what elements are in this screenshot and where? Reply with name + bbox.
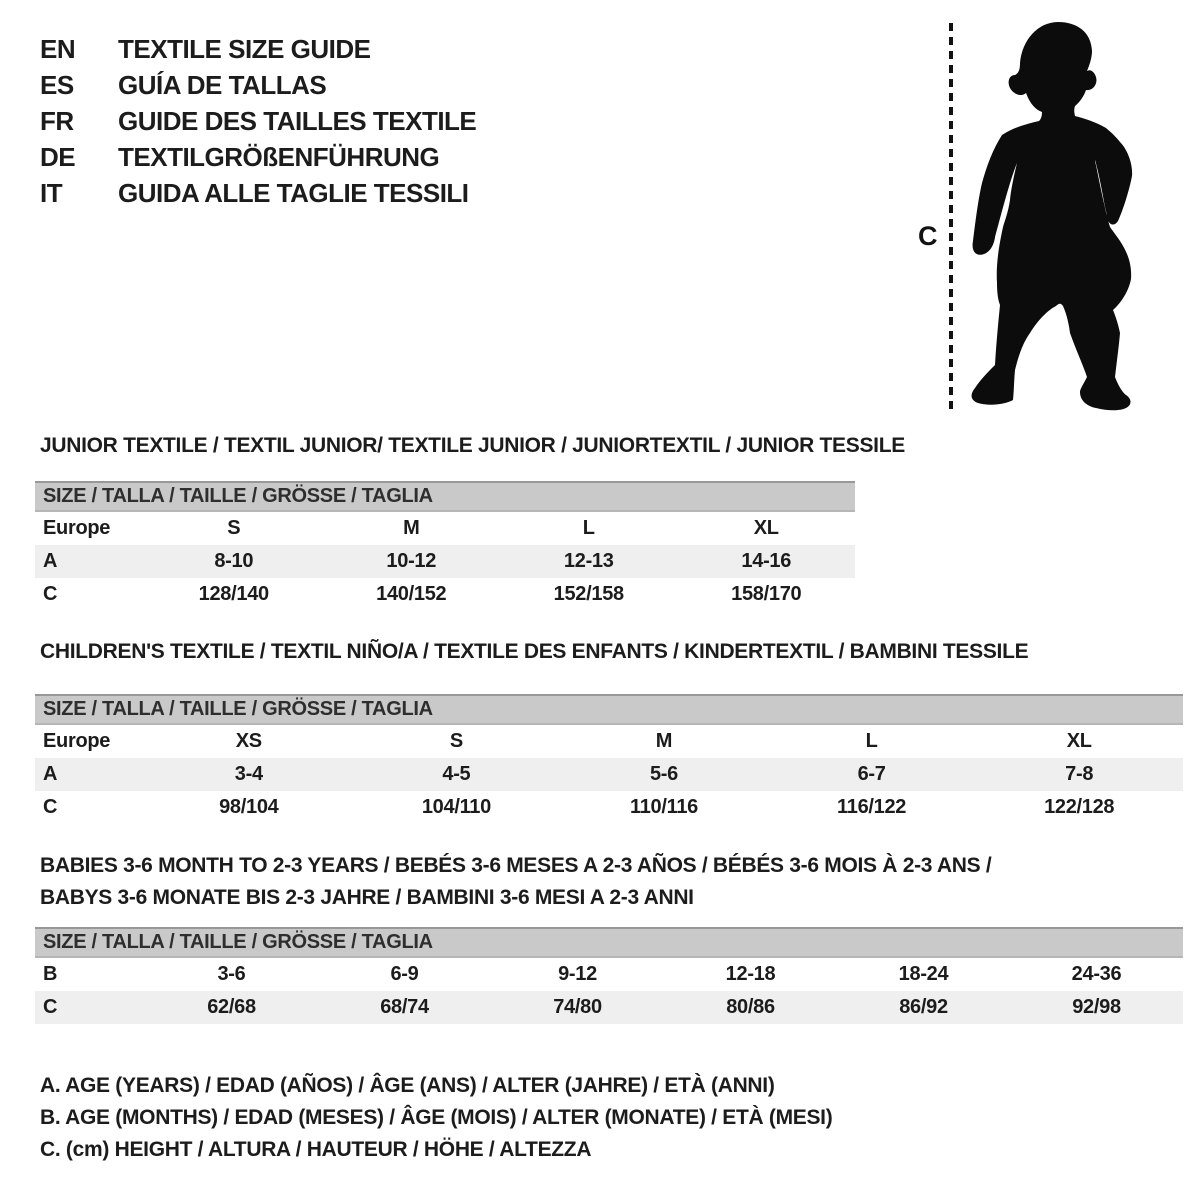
table-cell: 5-6 <box>649 763 678 785</box>
table-cell: L <box>582 517 595 539</box>
language-code: DE <box>40 141 76 172</box>
guide-title: TEXTILGRÖßENFÜHRUNG <box>118 141 440 172</box>
guide-title: GUIDE DES TAILLES TEXTILE <box>118 105 477 136</box>
table-cell: 68/74 <box>380 996 429 1018</box>
language-list <box>40 31 476 211</box>
language-code: ES <box>40 69 74 100</box>
row-label: C <box>43 583 58 605</box>
table-cell: S <box>449 730 463 752</box>
table-row <box>35 545 855 578</box>
table-cell: 14-16 <box>741 550 792 572</box>
size-header-bar: SIZE / TALLA / TAILLE / GRÖSSE / TAGLIA <box>35 927 1183 958</box>
babies-size-table <box>35 927 1183 1024</box>
table-cell: 12-18 <box>725 963 776 985</box>
language-row <box>40 139 476 175</box>
babies-table-rows <box>35 958 1183 1024</box>
toddler-silhouette <box>972 22 1133 410</box>
table-row <box>35 958 1183 991</box>
size-header-bar: SIZE / TALLA / TAILLE / GRÖSSE / TAGLIA <box>35 694 1183 725</box>
row-label: B <box>43 963 58 985</box>
table-cell: XL <box>753 517 779 539</box>
table-cell: 12-13 <box>563 550 614 572</box>
table-cell: 9-12 <box>558 963 597 985</box>
table-cell: 18-24 <box>898 963 949 985</box>
babies-heading-line1: BABIES 3-6 MONTH TO 2-3 YEARS / BEBÉS 3-6 MESES A 2-3 AÑOS / BÉBÉS 3-6 MOIS À 2-3 ANS / <box>40 854 992 877</box>
table-cell: 122/128 <box>1044 796 1115 818</box>
table-cell: 86/92 <box>899 996 948 1018</box>
row-cells <box>145 517 855 540</box>
table-cell: 80/86 <box>726 996 775 1018</box>
table-row <box>35 758 1183 791</box>
junior-table-rows <box>35 512 855 611</box>
table-cell: 74/80 <box>553 996 602 1018</box>
legend-line: A. AGE (YEARS) / EDAD (AÑOS) / ÂGE (ANS) / ALTER (JAHRE) / ETÀ (ANNI) <box>40 1074 775 1097</box>
table-cell: 3-4 <box>234 763 263 785</box>
table-cell: 24-36 <box>1071 963 1122 985</box>
table-cell: L <box>865 730 878 752</box>
legend-line: B. AGE (MONTHS) / EDAD (MESES) / ÂGE (MOIS) / ALTER (MONATE) / ETÀ (MESI) <box>40 1106 833 1129</box>
legend-line: C. (cm) HEIGHT / ALTURA / HAUTEUR / HÖHE / ALTEZZA <box>40 1138 592 1161</box>
table-cell: 92/98 <box>1072 996 1121 1018</box>
table-cell: 7-8 <box>1065 763 1094 785</box>
table-cell: 110/116 <box>629 796 698 818</box>
row-cells <box>145 796 1183 819</box>
junior-section-heading: JUNIOR TEXTILE / TEXTIL JUNIOR/ TEXTILE JUNIOR / JUNIORTEXTIL / JUNIOR TESSILE <box>40 434 905 457</box>
row-label: C <box>43 996 58 1018</box>
row-cells <box>145 583 855 606</box>
table-cell: 6-9 <box>390 963 419 985</box>
table-cell: S <box>227 517 241 539</box>
table-cell: 152/158 <box>553 583 624 605</box>
table-cell: 3-6 <box>217 963 246 985</box>
children-table-rows <box>35 725 1183 824</box>
row-cells <box>145 996 1183 1019</box>
row-label: Europe <box>43 517 111 539</box>
table-cell: 158/170 <box>731 583 802 605</box>
language-row <box>40 31 476 67</box>
size-header-bar: SIZE / TALLA / TAILLE / GRÖSSE / TAGLIA <box>35 481 855 512</box>
table-cell: 98/104 <box>219 796 279 818</box>
table-cell: XL <box>1066 730 1092 752</box>
table-cell: XS <box>235 730 262 752</box>
row-cells <box>145 763 1183 786</box>
table-cell: 10-12 <box>386 550 437 572</box>
guide-title: GUIDA ALLE TAGLIE TESSILI <box>118 177 469 208</box>
table-row <box>35 991 1183 1024</box>
language-code: IT <box>40 177 63 208</box>
table-row <box>35 791 1183 824</box>
junior-size-table <box>35 481 855 611</box>
table-cell: 6-7 <box>857 763 886 785</box>
table-row <box>35 512 855 545</box>
table-cell: 104/110 <box>421 796 491 818</box>
language-row <box>40 67 476 103</box>
language-row <box>40 103 476 139</box>
language-code: EN <box>40 33 76 64</box>
height-label: C <box>918 221 938 251</box>
row-cells <box>145 963 1183 986</box>
guide-title: GUÍA DE TALLAS <box>118 69 327 100</box>
table-cell: 116/122 <box>837 796 907 818</box>
row-cells <box>145 730 1183 753</box>
table-row <box>35 725 1183 758</box>
height-measure-figure <box>900 15 1145 417</box>
toddler-silhouette-group <box>972 22 1133 410</box>
row-label: C <box>43 796 58 818</box>
table-cell: M <box>655 730 673 752</box>
children-size-table <box>35 694 1183 824</box>
table-cell: 8-10 <box>214 550 254 572</box>
table-cell: M <box>403 517 420 539</box>
babies-section-heading <box>40 850 991 914</box>
measurement-legend <box>40 1074 832 1170</box>
table-cell: 62/68 <box>207 996 256 1018</box>
language-row <box>40 175 476 211</box>
table-cell: 128/140 <box>198 583 269 605</box>
language-code: FR <box>40 105 74 136</box>
table-row <box>35 578 855 611</box>
row-label: A <box>43 763 58 785</box>
row-label: Europe <box>43 730 111 752</box>
babies-heading-line2: BABYS 3-6 MONATE BIS 2-3 JAHRE / BAMBINI 3-6 MESI A 2-3 ANNI <box>40 886 694 909</box>
guide-title: TEXTILE SIZE GUIDE <box>118 33 371 64</box>
row-cells <box>145 550 855 573</box>
table-cell: 140/152 <box>376 583 447 605</box>
children-section-heading: CHILDREN'S TEXTILE / TEXTIL NIÑO/A / TEXTILE DES ENFANTS / KINDERTEXTIL / BAMBINI TESSILE <box>40 640 1029 663</box>
row-label: A <box>43 550 58 572</box>
table-cell: 4-5 <box>442 763 471 785</box>
